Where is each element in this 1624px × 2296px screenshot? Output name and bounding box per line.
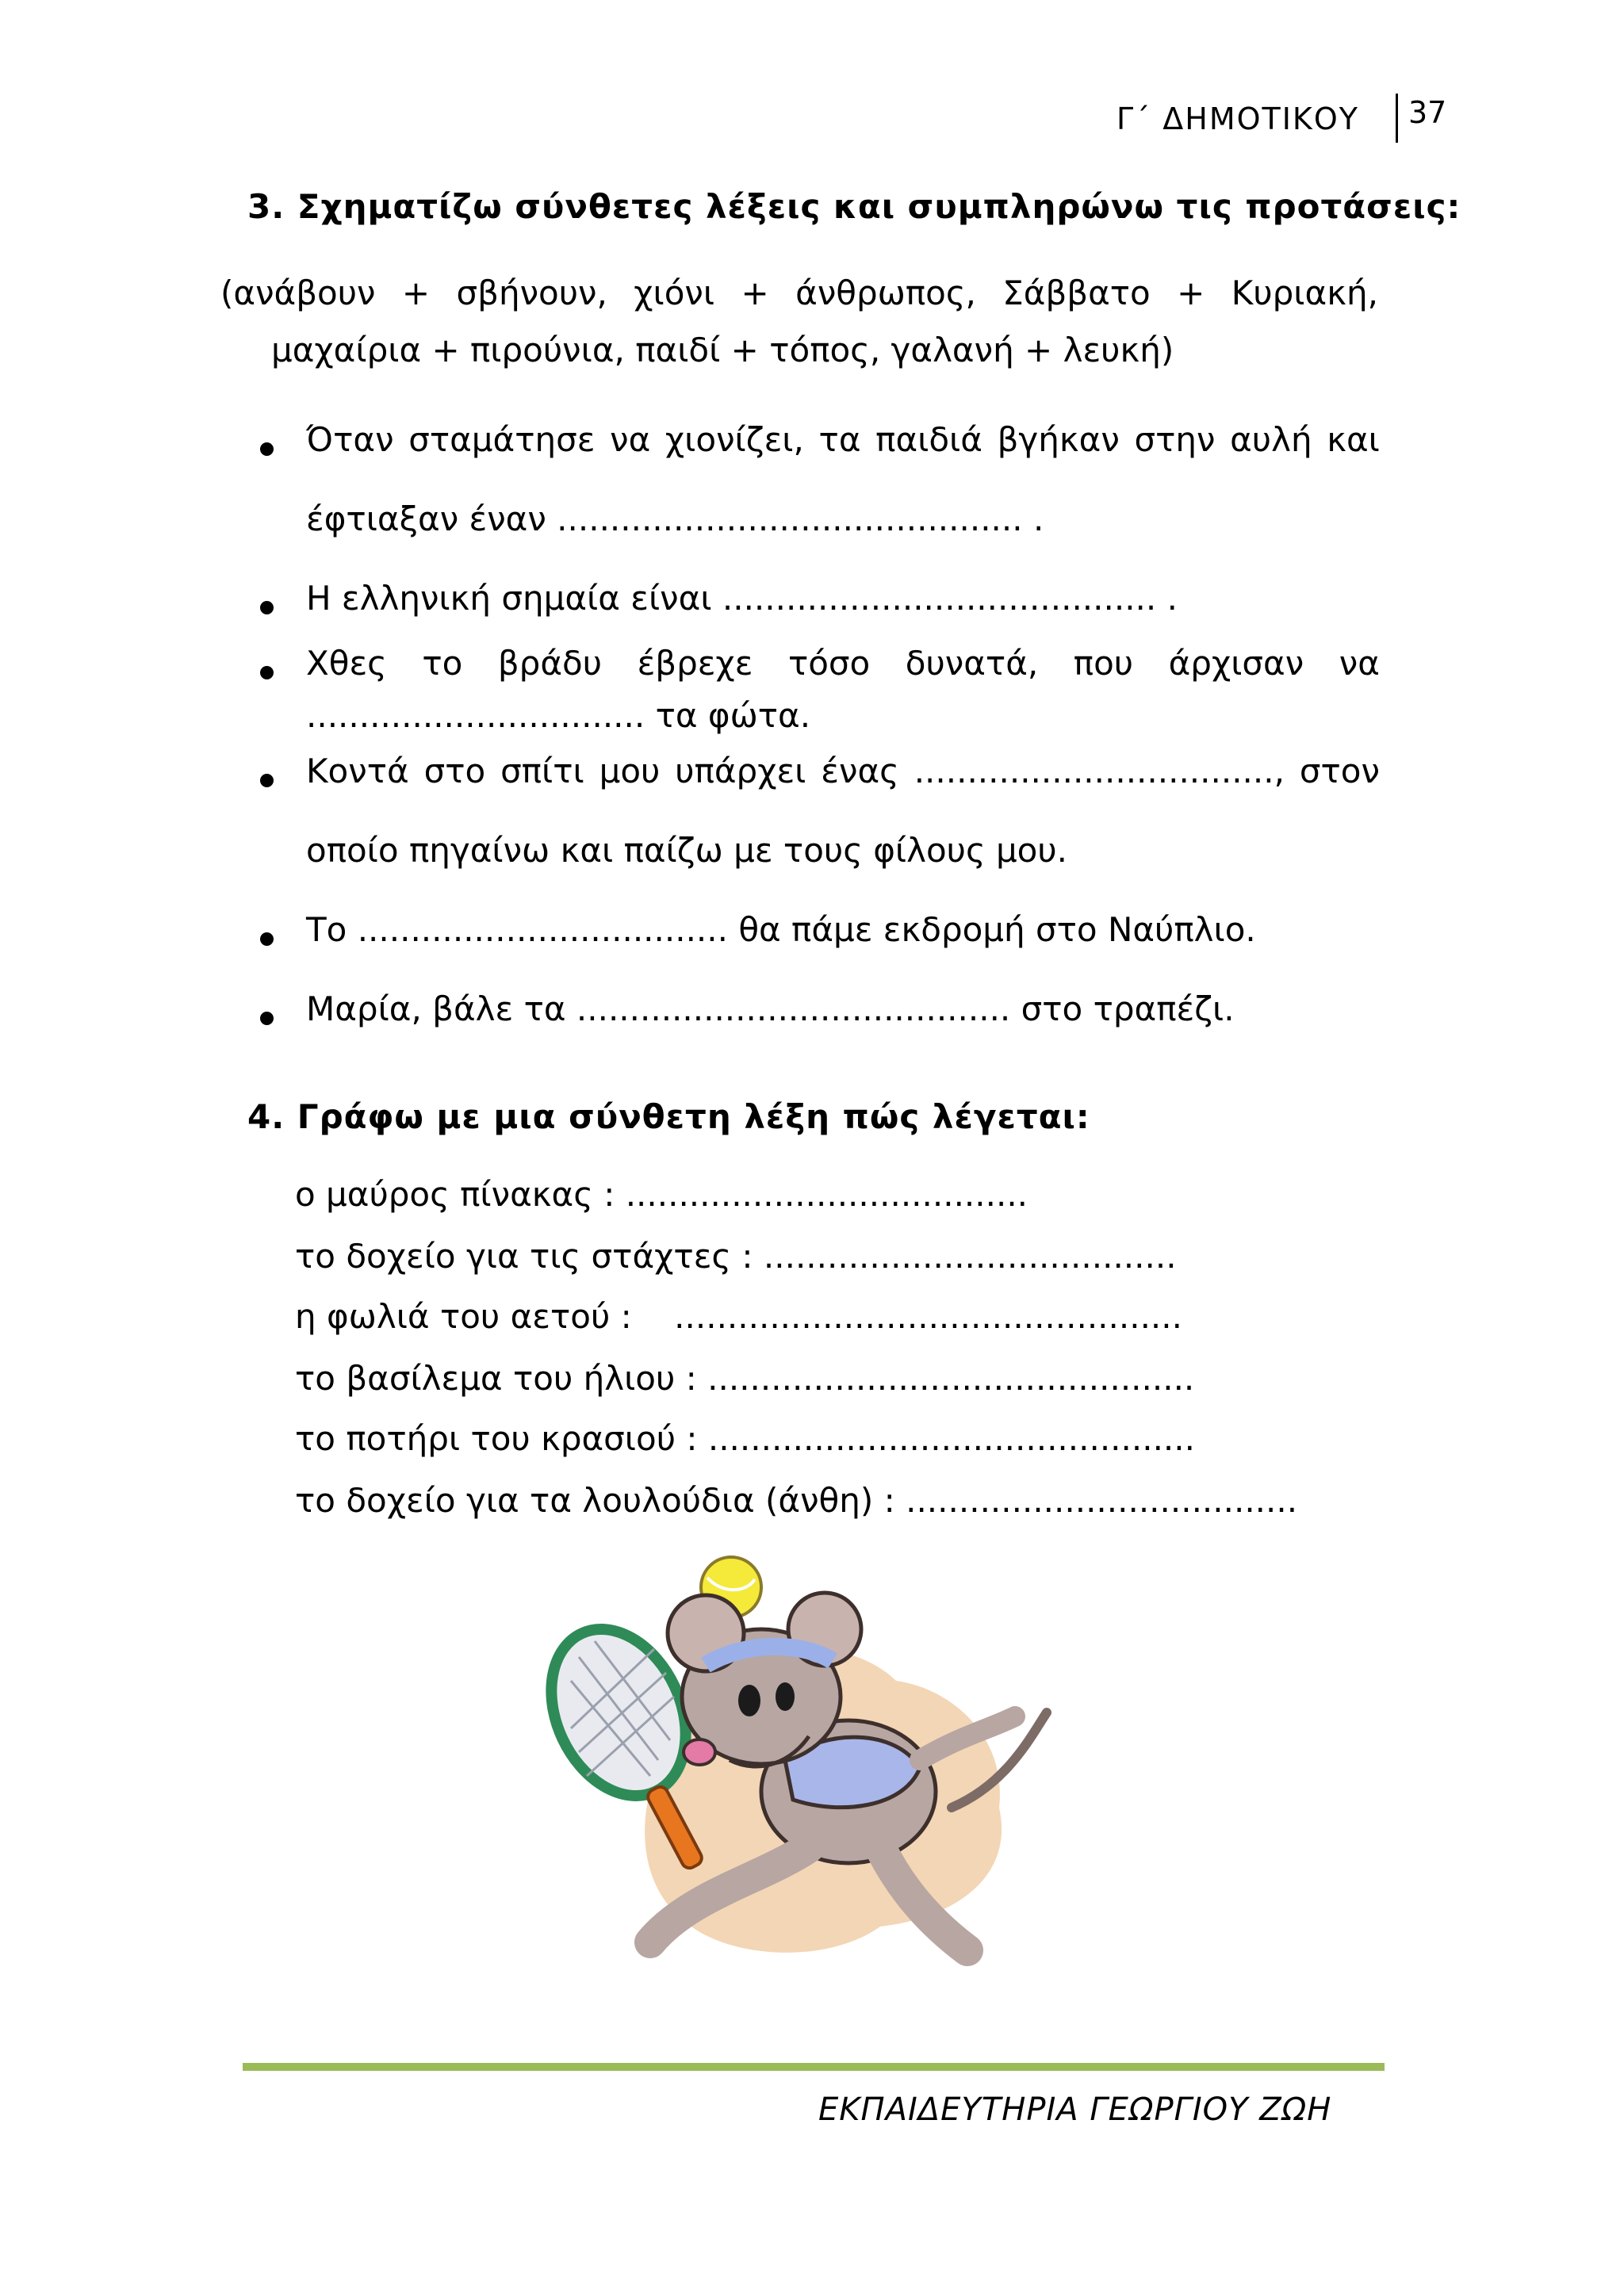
word: και xyxy=(1327,420,1380,459)
word: να xyxy=(1339,644,1380,683)
bullet-icon xyxy=(260,666,274,679)
word: να xyxy=(610,420,651,459)
word: χιονίζει, xyxy=(665,420,804,459)
word: στο xyxy=(423,752,486,790)
bullet-icon xyxy=(260,601,274,614)
word: Σάββατο xyxy=(1002,274,1151,312)
word: + xyxy=(401,274,431,312)
eye-icon xyxy=(776,1682,795,1711)
word: μου xyxy=(599,752,661,790)
eye-icon xyxy=(738,1685,760,1716)
word: παιδιά xyxy=(875,420,982,459)
word: αυλή xyxy=(1230,420,1312,459)
word: + xyxy=(741,274,769,312)
word: σπίτι xyxy=(500,752,584,790)
word: δυνατά, xyxy=(905,644,1039,683)
word: Όταν xyxy=(306,420,394,459)
word: άνθρωπος, xyxy=(795,274,976,312)
word: Χθες xyxy=(306,644,387,683)
grade-label: Γ΄ ΔΗΜΟΤΙΚΟΥ xyxy=(1116,101,1359,136)
definition-item: ο μαύρος πίνακας : ...................................... xyxy=(295,1175,1028,1214)
bullet-icon xyxy=(260,774,274,787)
definition-item: το ποτήρι του κρασιού : .............................................. xyxy=(295,1419,1195,1458)
tennis-mouse-illustration xyxy=(523,1546,1078,1990)
page-number: 37 xyxy=(1408,95,1447,130)
definition-item: το δοχείο για τις στάχτες : ....................................... xyxy=(295,1237,1177,1276)
exercise-3-title: 3. Σχηματίζω σύνθετες λέξεις και συμπληρώνω τις προτάσεις: xyxy=(247,187,1461,226)
word-pairs-line-1 xyxy=(220,265,1378,322)
word: χιόνι xyxy=(634,274,715,312)
nose-icon xyxy=(684,1739,715,1765)
footer-divider xyxy=(243,2063,1385,2071)
exercise-4-title: 4. Γράφω με μια σύνθετη λέξη πώς λέγεται: xyxy=(247,1097,1090,1136)
bullet-icon xyxy=(260,442,274,456)
word: Κοντά xyxy=(306,752,409,790)
sentence-line: Η ελληνική σημαία είναι ......................................... . xyxy=(306,579,1178,618)
sentence-line xyxy=(306,752,1380,790)
word: υπάρχει xyxy=(675,752,806,790)
word: σταμάτησε xyxy=(408,420,596,459)
definition-item: το δοχείο για τα λουλούδια (άνθη) : ..................................... xyxy=(295,1481,1298,1520)
word: Κυριακή, xyxy=(1231,274,1378,312)
word: ένας xyxy=(821,752,899,790)
word: που xyxy=(1073,644,1134,683)
word: βράδυ xyxy=(497,644,603,683)
footer-author: ΕΚΠΑΙΔΕΥΤΗΡΙΑ ΓΕΩΡΓΙΟΥ ΖΩΗ xyxy=(818,2091,1332,2128)
word: το xyxy=(422,644,463,683)
word: άρχισαν xyxy=(1168,644,1304,683)
word: (ανάβουν xyxy=(220,274,376,312)
word: έβρεχε xyxy=(637,644,753,683)
word-pairs-line-2: μαχαίρια + πιρούνια, παιδί + τόπος, γαλανή + λευκή) xyxy=(271,331,1174,369)
sentence-line: Το ................................... θα πάμε εκδρομή στο Ναύπλιο. xyxy=(306,910,1256,949)
header-divider xyxy=(1396,94,1398,143)
word-pairs-box xyxy=(220,265,1378,379)
bullet-icon xyxy=(260,1012,274,1025)
sentence-line: οποίο πηγαίνω και παίζω με τους φίλους μου. xyxy=(306,831,1068,870)
sentence-line xyxy=(306,420,1380,459)
sentence-line: ................................ τα φώτα. xyxy=(306,696,811,735)
sentence-line xyxy=(306,644,1380,683)
word: τα xyxy=(818,420,861,459)
word: στην xyxy=(1134,420,1216,459)
word: τόσο xyxy=(787,644,871,683)
word: .................................., xyxy=(914,752,1285,790)
sentence-line: Μαρία, βάλε τα ......................................... στο τραπέζι. xyxy=(306,989,1235,1028)
definition-item: το βασίλεμα του ήλιου : .............................................. xyxy=(295,1359,1195,1398)
definition-item: η φωλιά του αετού : ................................................ xyxy=(295,1297,1182,1336)
bullet-icon xyxy=(260,932,274,946)
sentence-line: έφτιαξαν έναν ............................................ . xyxy=(306,499,1044,538)
word: + xyxy=(1177,274,1205,312)
word: σβήνουν, xyxy=(456,274,607,312)
word: βγήκαν xyxy=(997,420,1120,459)
word: στον xyxy=(1299,752,1380,790)
